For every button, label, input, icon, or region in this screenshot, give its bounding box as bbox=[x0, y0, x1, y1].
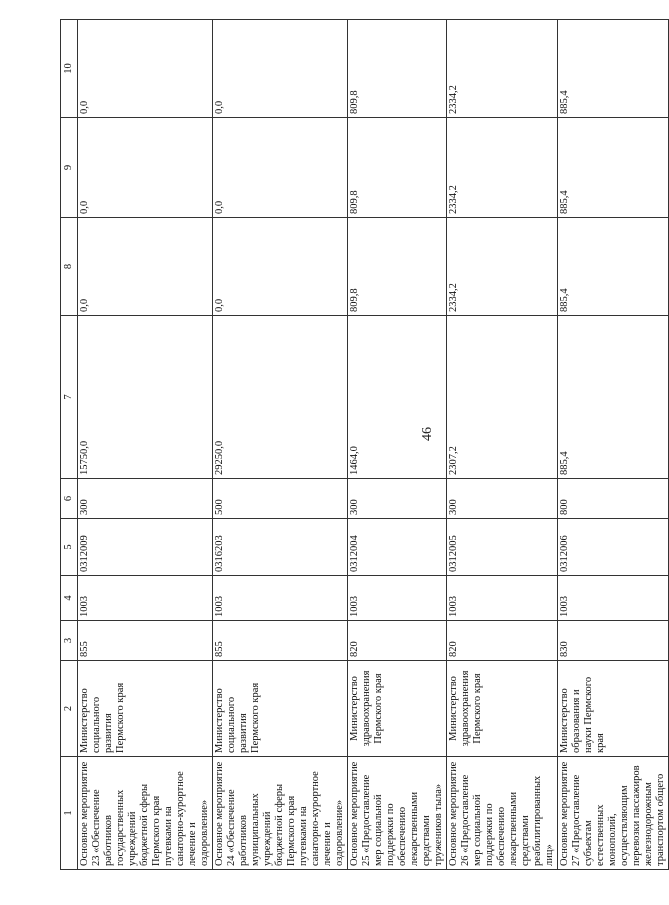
measure-name-cell: Основное мероприятие 27 «Предоставление субъектам естественных монополий, осуществляющим перевозки пассажиров железнодорожным транспортом общего bbox=[558, 757, 669, 870]
budget-table bbox=[60, 19, 669, 870]
expense-type-cell: 300 bbox=[447, 479, 558, 519]
amount-cell: 0,0 bbox=[78, 118, 213, 218]
table-row bbox=[78, 20, 213, 870]
code-cell: 855 bbox=[78, 621, 213, 661]
header-cell: 5 bbox=[61, 519, 78, 576]
header-cell: 7 bbox=[61, 316, 78, 479]
target-article-cell: 0312006 bbox=[558, 519, 669, 576]
amount-cell: 0,0 bbox=[213, 218, 348, 316]
amount-cell: 885,4 bbox=[558, 316, 669, 479]
ministry-cell: Министерство здравоохранения Пермского края bbox=[348, 661, 447, 757]
amount-cell: 0,0 bbox=[78, 20, 213, 118]
header-cell: 6 bbox=[61, 479, 78, 519]
amount-cell: 809,8 bbox=[348, 118, 447, 218]
ministry-cell: Министерство образования и науки Пермского края bbox=[558, 661, 669, 757]
code-cell: 855 bbox=[213, 621, 348, 661]
header-cell: 1 bbox=[61, 757, 78, 870]
amount-cell: 15750,0 bbox=[78, 316, 213, 479]
ministry-cell: Министерство социального развития Пермского края bbox=[213, 661, 348, 757]
amount-cell: 2307,2 bbox=[447, 316, 558, 479]
expense-type-cell: 300 bbox=[78, 479, 213, 519]
section-cell: 1003 bbox=[213, 576, 348, 621]
amount-cell: 2334,2 bbox=[447, 20, 558, 118]
target-article-cell: 0312004 bbox=[348, 519, 447, 576]
ministry-cell: Министерство социального развития Пермского края bbox=[78, 661, 213, 757]
amount-cell: 1464,0 bbox=[348, 316, 447, 479]
code-cell: 830 bbox=[558, 621, 669, 661]
measure-name-cell: Основное мероприятие 26 «Предоставление мер социальной поддержки по обеспечению лекарственными средствами реабилитированных лиц» bbox=[447, 757, 558, 870]
measure-name-cell: Основное мероприятие 24 «Обеспечение работников муниципальных учреждений бюджетной сферы Пермского края путевками на санаторно-курортное лечение и оздоровление» bbox=[213, 757, 348, 870]
table-row bbox=[213, 20, 348, 870]
table-row bbox=[348, 20, 447, 870]
amount-cell: 29250,0 bbox=[213, 316, 348, 479]
code-cell: 820 bbox=[447, 621, 558, 661]
amount-cell: 0,0 bbox=[78, 218, 213, 316]
ministry-cell: Министерство здравоохранения Пермского края bbox=[447, 661, 558, 757]
target-article-cell: 0316203 bbox=[213, 519, 348, 576]
header-cell: 4 bbox=[61, 576, 78, 621]
amount-cell: 2334,2 bbox=[447, 118, 558, 218]
expense-type-cell: 500 bbox=[213, 479, 348, 519]
amount-cell: 2334,2 bbox=[447, 218, 558, 316]
amount-cell: 885,4 bbox=[558, 218, 669, 316]
page-number: 46 bbox=[420, 427, 435, 441]
amount-cell: 885,4 bbox=[558, 118, 669, 218]
header-row bbox=[61, 20, 78, 870]
amount-cell: 809,8 bbox=[348, 218, 447, 316]
amount-cell: 885,4 bbox=[558, 20, 669, 118]
rotated-table-wrapper bbox=[60, 20, 666, 870]
code-cell: 820 bbox=[348, 621, 447, 661]
table-row bbox=[558, 20, 669, 870]
expense-type-cell: 800 bbox=[558, 479, 669, 519]
amount-cell: 0,0 bbox=[213, 118, 348, 218]
measure-name-cell: Основное мероприятие 23 «Обеспечение работников государственных учреждений бюджетной сферы Пермского края путевками на санаторно-курортное лечение и оздоровление» bbox=[78, 757, 213, 870]
expense-type-cell: 300 bbox=[348, 479, 447, 519]
target-article-cell: 0312009 bbox=[78, 519, 213, 576]
header-cell: 9 bbox=[61, 118, 78, 218]
section-cell: 1003 bbox=[447, 576, 558, 621]
section-cell: 1003 bbox=[558, 576, 669, 621]
section-cell: 1003 bbox=[78, 576, 213, 621]
target-article-cell: 0312005 bbox=[447, 519, 558, 576]
amount-cell: 0,0 bbox=[213, 20, 348, 118]
header-cell: 3 bbox=[61, 621, 78, 661]
amount-cell: 809,8 bbox=[348, 20, 447, 118]
table-row bbox=[447, 20, 558, 870]
section-cell: 1003 bbox=[348, 576, 447, 621]
measure-name-cell: Основное мероприятие 25 «Предоставление мер социальной поддержки по обеспечению лекарственными средствами тружеников тыла» bbox=[348, 757, 447, 870]
header-cell: 2 bbox=[61, 661, 78, 757]
header-cell: 10 bbox=[61, 20, 78, 118]
header-cell: 8 bbox=[61, 218, 78, 316]
